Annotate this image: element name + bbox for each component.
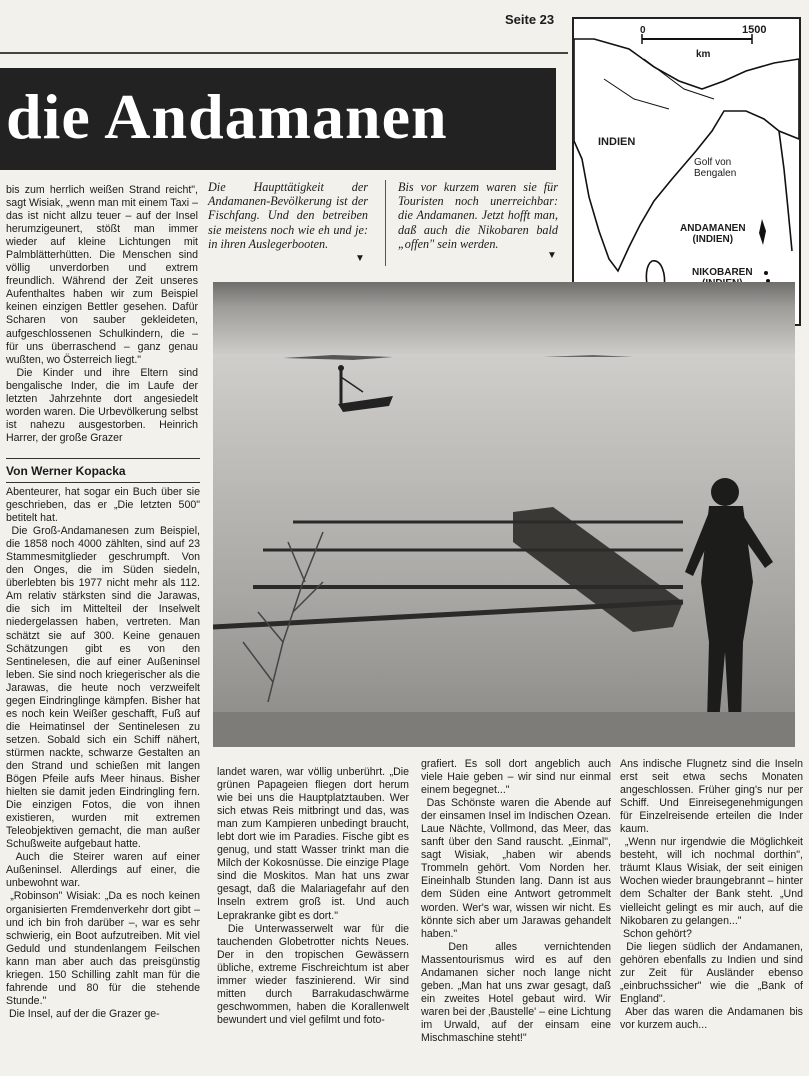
photo-graphic [213,282,795,747]
map-graphic [574,19,799,324]
map-label-andamans: ANDAMANEN (INDIEN) [680,223,746,245]
map-scale-zero: 0 [640,25,646,36]
map-label-india: INDIEN [598,136,636,148]
headline-title: die Andamanen [6,81,448,152]
byline-rule-top [6,458,200,459]
photo-caption-arrow: ▼ [355,253,365,264]
map-scale-bar [642,34,752,44]
article-col4: Ans indische Flugnetz sind die Inseln erst seit etwa sechs Monaten angeschlossen. Früher ging's nur per Schiff. Und Einreisegenehmigungen für Einzelreisende erteilen die Inder kaum. „Wenn nur irgendwie die Möglichkeit besteht, will ich nochmal dorthin", träumt Klaus Wisiak, der seit einigen Wochen wieder braungebrannt – hinter dem Schalter der Bank steht. „Und vielleicht gelingt es mir auch, auf die Nikobaren zu gelangen..." Schon gehört? Die liegen südlich der Andamanen, gehören ebenfalls zu Indien und sind zur Zeit für Ausländer ebenso „einbruchssicher" wie die „Bank of England". Aber das waren die Andamanen bis vor kurzem auch... [620,758,803,1031]
article-col1-top: bis zum herrlich weißen Strand reicht", sagt Wisiak, „wenn man mit einem Taxi – das ist nicht allzu teuer – auf der Insel herumzigeunert, stößt man immer wieder auf kleine Lichtungen mit Palmblätterhütten. Die Menschen sind völlig unverdorben und extrem freundlich. Während der Zeit unseres Aufenthaltes haben wir zum Beispiel keinen einzigen Bettler gesehen. Dafür Scharen von sauber gekleideten, aufgeschlossenen Schulkindern, die – für uns überraschend – ganz genau wußten, wo Österreich liegt." Die Kinder und ihre Eltern sind bengalische Inder, die im Laufe der letzten Jahrzehnte dort angesiedelt worden waren. Die Urbevölkerung selbst ist nahezu ausgestorben. Heinrich Harrer, der große Grazer [6,184,198,444]
article-col3: grafiert. Es soll dort angeblich auch viele Haie geben – wir sind nur einmal einem begegnet..." Das Schönste waren die Abende auf der einsamen Insel im Indischen Ozean. Laue Nächte, Vollmond, das Meer, das sanft über den Sand rauscht. „Einmal", sagt Wisiak, „haben wir abends Trommeln gehört. Vom Norden her. Eineinhalb Stunden lang. Dann ist aus dem Süden eine Antwort getrommelt worden. Wer's war, wissen wir nicht. Es könnte sich aber um Jarawas gehandelt haben." Den alles vernichtenden Massentourismus wird es auf den Andamanen sicher noch lange nicht geben. „Man hat uns zwar gesagt, daß ein zweites Hotel gebaut wird. Wir waren bei der ‚Baustelle' – eine Lichtung im Urwald, auf der einsam eine Mischmaschine steht!" [421,758,611,1044]
page-number: Seite 23 [505,12,555,27]
photo-fisherman-canoe [213,282,795,747]
top-rule [0,52,568,54]
coast-detail [779,131,792,251]
byline-rule-bottom [6,482,200,483]
map-scale-unit: km [696,49,711,60]
caption-divider [385,180,386,266]
intro-caption-arrow: ▼ [547,250,557,261]
andaman-islands [759,219,766,245]
byline: Von Werner Kopacka [6,464,126,478]
map-inset [572,17,801,326]
map-scale-max: 1500 [742,24,767,36]
article-col1-bottom: Abenteurer, hat sogar ein Buch über sie geschrieben, das er „Die letzten 500" betitelt hat. Die Groß-Andamanesen zum Beispiel, die 1858 noch 4000 zählten, sind auf 23 Stammesmitglieder geschrumpft. Von den Onges, die im Süden siedeln, überlebten bis 1977 nicht mehr als 112. Am relativ stärksten sind die Jarawas, die sich im Mittelteil der Inselwelt niedergelassen haben, vertreten. Man schätzt sie auf 300. Keine genauen Schätzungen gibt es von den Sentinelesen, die auf einer Außeninsel leben. Sie sind noch kriegerischer als die Jarawas, die heute noch verzweifelt gegen Eindringlinge kämpfen. Bisher hat es noch kein Weißer geschafft, Fuß auf die Heimatinsel der Sentinelesen zu setzen. Sobald sich ein Schiff nähert, stürmen nackte, schwarze Gestalten an den Strand und schießen mit langen Bögen Pfeile aufs Meer hinaus. Bisher hielten sie damit jeden Eindringling fern. Die einzigen Fotos, die von ihnen existieren, wurden mit extremen Teleobjektiven gemacht, die man außer Schußweite aufgebaut hatte. Auch die Steirer waren auf einer Außeninsel. Allerdings auf einer, die unbewohnt war. „Robinson" Wisiak: „Da es noch keinen organisierten Fremdenverkehr dort gibt – und ich bin froh darüber –, war es sehr schwierig, ein Boot aufzutreiben. Mit viel Geduld und stundenlangem Feilschen kann man aber auch das preisgünstig kriegen. 150 Schilling zahlt man für die fahrende und 80 für die stehende Stunde." Die Insel, auf der die Grazer ge- [6,486,200,1020]
map-label-bay: Golf von Bengalen [694,157,737,179]
photo-caption: Die Haupttätigkeit der Andamanen-Bevölkerung ist der Fischfang. Und den betreiben sie meistens noch wie eh und je: in ihren Auslegerbooten. [208,180,368,251]
article-col2: landet waren, war völlig unberührt. „Die grünen Papageien fliegen dort herum wie bei uns die Hauptplatztauben. Wer sich etwas Reis mitbringt und das, was man zum Kampieren unbedingt braucht, lebt dort wie im Paradies. Fische gibt es genug, und statt Wasser trinkt man die Milch der Kokosnüsse. Die einzige Plage sind die Moskitos. Man hat uns zwar gesagt, daß die Malariagefahr auf den Inseln extrem groß ist. Und auch Leprakranke gibt es dort." Die Unterwasserwelt war für die tauchenden Globetrotter nichts Neues. Der in den tropischen Gewässern übliche, extreme Fischreichtum ist aber immer wieder faszinierend. Wir sind mitten durch Barrakudaschwärme geschwommen, haben die Korallenwelt bewundert und viel gefilmt und foto- [217,766,409,1026]
map-label-nicobars: NIKOBAREN [692,267,753,278]
intro-caption: Bis vor kurzem waren sie für Touristen noch unerreichbar: die Andamanen. Jetzt hofft man, daß auch die Nikobaren bald „offen" sein werden. [398,180,558,251]
